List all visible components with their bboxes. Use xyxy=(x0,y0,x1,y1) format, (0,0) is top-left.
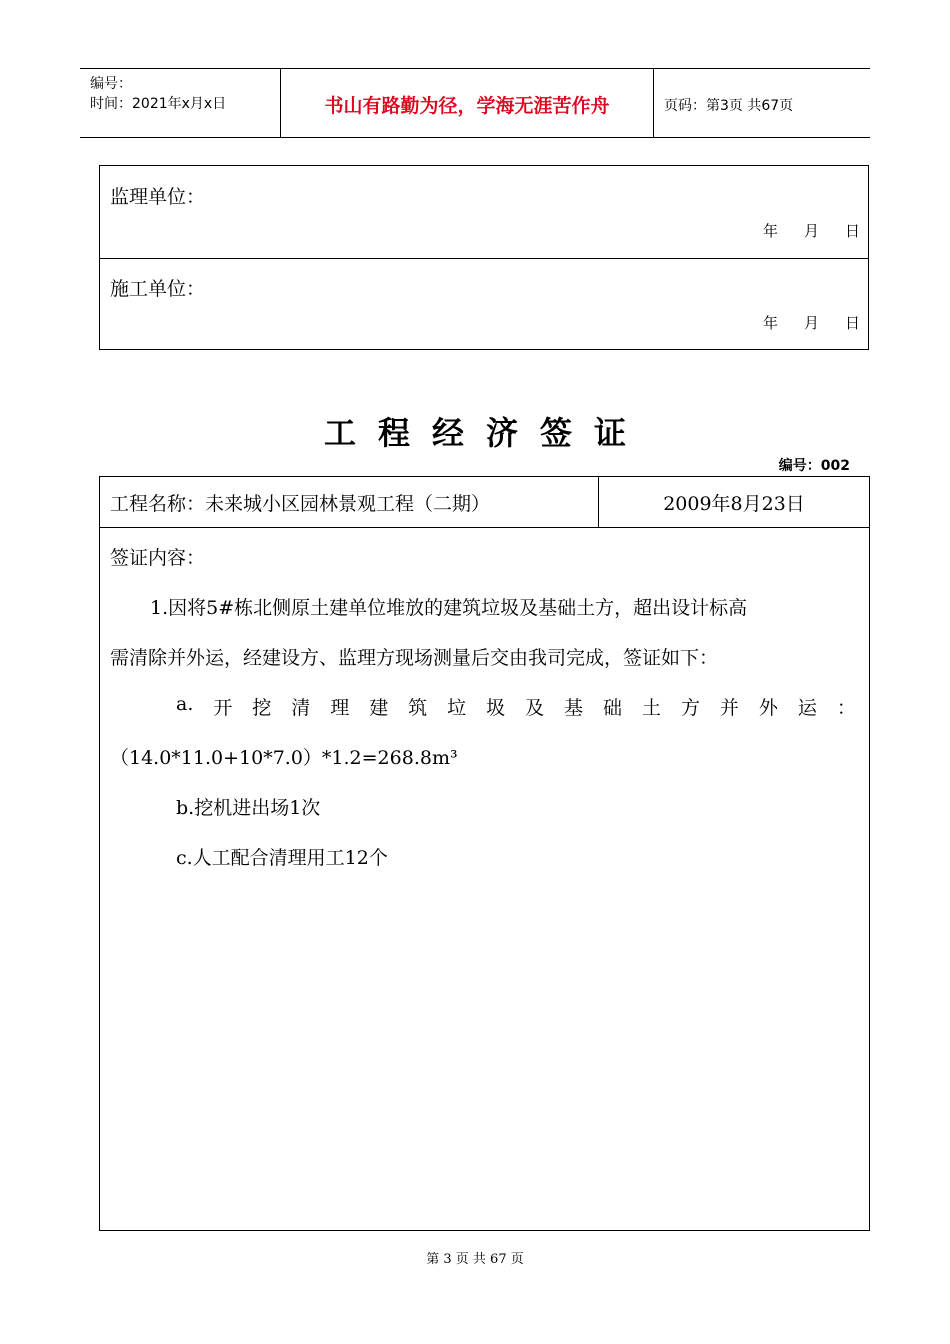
header-page-number: 页码：第3页 共67页 xyxy=(664,98,794,114)
item-a-char: 开 xyxy=(213,697,233,719)
project-date: 2009年8月23日 xyxy=(663,493,805,515)
header-meta-cell xyxy=(80,69,281,137)
page-title: 工程经济签证 xyxy=(323,414,648,452)
visa-table xyxy=(99,476,870,1231)
signature-table xyxy=(99,165,869,350)
document-number-label: 编号： xyxy=(90,76,132,92)
document-time-label: 时间：2021年x月x日 xyxy=(90,96,227,112)
contractor-date xyxy=(737,312,860,333)
page-header xyxy=(80,68,870,138)
item-b: b.挖机进出场1次 xyxy=(176,797,321,819)
contractor-unit-label: 施工单位： xyxy=(110,278,206,300)
date-month: 月 xyxy=(803,222,819,240)
item-a-char: ： xyxy=(836,697,856,719)
project-row xyxy=(100,477,869,528)
item-a-char: 运 xyxy=(797,697,817,719)
header-motto-cell xyxy=(281,69,654,137)
content-paragraph-line: 1.因将5#栋北侧原土建单位堆放的建筑垃圾及基础土方，超出设计标高 xyxy=(150,597,748,619)
item-a-char: 清 xyxy=(291,697,311,719)
item-a-char: 并 xyxy=(719,697,739,719)
item-a-formula: （14.0*11.0+10*7.0）*1.2=268.8m³ xyxy=(110,747,458,769)
item-a-char: 挖 xyxy=(252,697,272,719)
content-paragraph-line: 需清除并外运，经建设方、监理方现场测量后交由我司完成，签证如下： xyxy=(110,647,719,669)
item-a-char: 建 xyxy=(369,697,389,719)
date-day: 日 xyxy=(844,222,860,240)
signature-divider xyxy=(100,258,868,259)
document-code: 编号：002 xyxy=(778,458,850,474)
date-year: 年 xyxy=(762,314,778,332)
item-a-char: 土 xyxy=(641,697,661,719)
item-a-char: 基 xyxy=(564,697,584,719)
item-a-char: 圾 xyxy=(486,697,506,719)
supervisor-unit-label: 监理单位： xyxy=(110,186,206,208)
header-motto: 书山有路勤为径，学海无涯苦作舟 xyxy=(324,95,610,117)
item-a-char: 外 xyxy=(758,697,778,719)
supervisor-date xyxy=(737,220,860,241)
item-a-char: 方 xyxy=(680,697,700,719)
item-a-description xyxy=(176,693,856,720)
project-name: 工程名称：未来城小区园林景观工程（二期） xyxy=(110,493,491,515)
date-month: 月 xyxy=(803,314,819,332)
item-a-char: 筑 xyxy=(408,697,428,719)
page-footer: 第 3 页 共 67 页 xyxy=(426,1252,524,1267)
date-day: 日 xyxy=(844,314,860,332)
item-a-char: 理 xyxy=(330,697,350,719)
item-a-char: a. xyxy=(176,693,194,715)
date-year: 年 xyxy=(762,222,778,240)
item-a-char: 及 xyxy=(525,697,545,719)
header-page-cell xyxy=(654,69,870,137)
item-a-char: 垃 xyxy=(447,697,467,719)
item-a-char: 础 xyxy=(603,697,623,719)
item-c: c.人工配合清理用工12个 xyxy=(176,847,388,869)
content-label: 签证内容： xyxy=(110,547,206,569)
